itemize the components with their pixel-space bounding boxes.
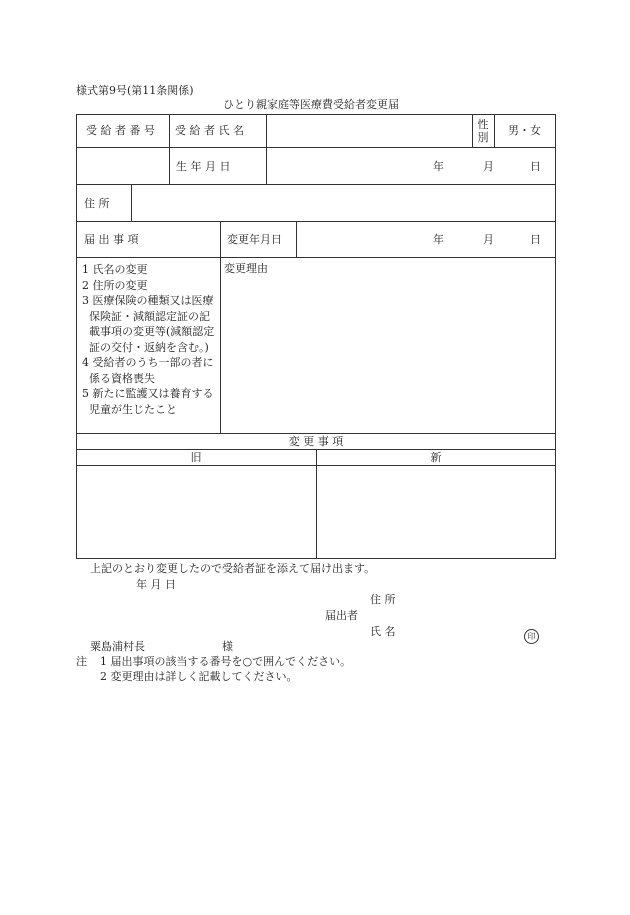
notification-items-label: 届 出 事 項 (84, 233, 139, 246)
change-date-label: 変更年月日 (227, 233, 282, 246)
year-unit: 年 (433, 233, 444, 246)
note-item: 2 変更理由は詳しく記載してください。 (100, 670, 298, 683)
table-rule (76, 147, 556, 148)
table-rule (76, 433, 556, 434)
table-rule (494, 114, 495, 147)
notification-items-list (82, 262, 216, 417)
list-item: 2 住所の変更 (82, 278, 148, 292)
seal-icon: 印 (524, 624, 539, 644)
note-item: 1 届出事項の該当する番号を○で囲んでください。 (100, 655, 352, 668)
form-number-label: 様式第9号(第11条関係) (76, 84, 194, 97)
sex-options: 男・女 (508, 124, 541, 137)
change-reason-label: 変更理由 (224, 262, 268, 275)
table-rule (266, 114, 267, 184)
table-rule (220, 221, 221, 433)
table-rule (76, 184, 556, 185)
table-rule (169, 114, 170, 184)
table-rule (76, 221, 556, 222)
list-item: 1 氏名の変更 (82, 263, 148, 276)
day-unit: 日 (530, 160, 541, 173)
notifier-address-label: 住 所 (370, 593, 396, 606)
month-unit: 月 (483, 233, 494, 246)
table-rule (316, 449, 317, 559)
birth-date-label: 生 年 月 日 (176, 160, 231, 173)
day-unit: 日 (530, 233, 541, 246)
recipient-number-label: 受 給 者 番 号 (86, 124, 155, 137)
change-details-header: 変 更 事 項 (288, 435, 344, 448)
month-unit: 月 (483, 160, 494, 173)
new-column-label: 新 (430, 451, 442, 464)
notes-prefix: 注 (76, 655, 87, 668)
table-rule (296, 221, 297, 257)
table-rule (472, 114, 473, 147)
address-label: 住 所 (84, 197, 110, 210)
form-title: ひとり親家庭等医療費受給者変更届 (223, 98, 399, 111)
declaration-statement: 上記のとおり変更したので受給者証を添えて届け出ます。 (90, 562, 376, 575)
honorific: 様 (222, 640, 233, 653)
submission-date: 年 月 日 (136, 578, 176, 591)
year-unit: 年 (433, 160, 444, 173)
addressee: 粟島浦村長 (90, 640, 145, 653)
list-item: 3 医療保険の種類又は医療保険証・減額認定証の記載事項の変更等(減額認定証の交付・返納を含む。) (82, 294, 215, 354)
recipient-name-label: 受 給 者 氏 名 (175, 124, 244, 137)
notifier-label: 届出者 (325, 609, 358, 622)
sex-label: 性別 (477, 118, 489, 144)
old-column-label: 旧 (190, 451, 202, 464)
notifier-name-label: 氏 名 (370, 625, 396, 638)
table-rule (131, 184, 132, 221)
list-item: 5 新たに監護又は養育する児童が生じたこと (82, 387, 214, 416)
table-rule (76, 257, 556, 258)
list-item: 4 受給者のうち一部の者に係る資格喪失 (82, 356, 214, 385)
